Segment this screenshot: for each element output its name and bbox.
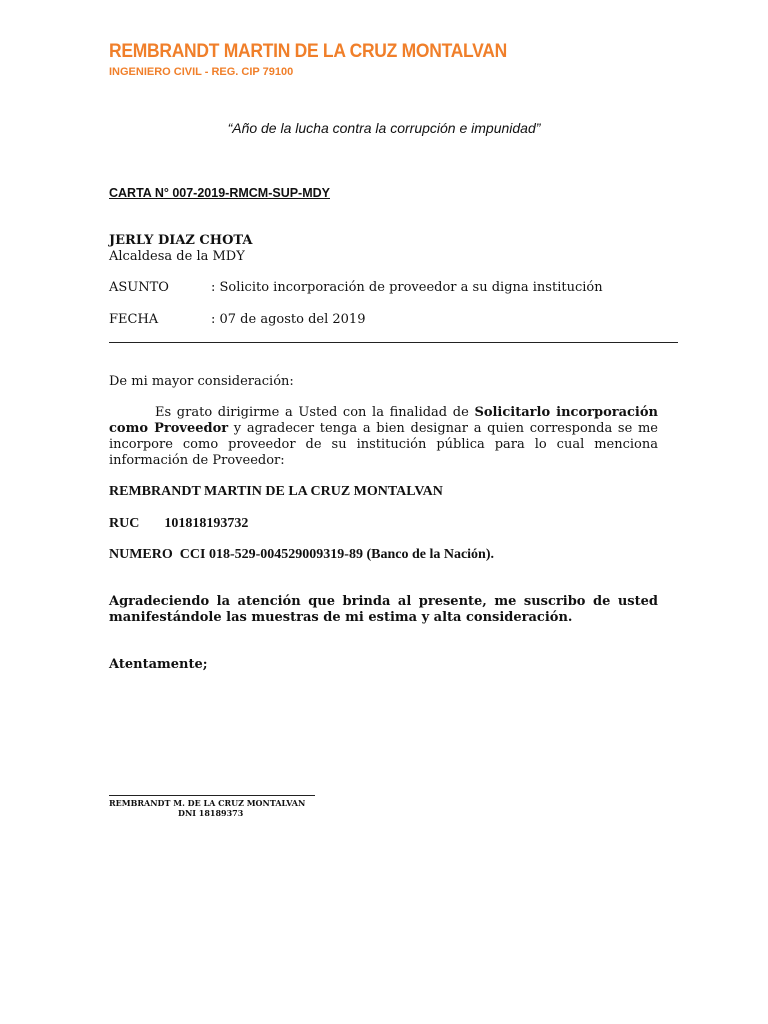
cci-value: 018-529-004529009319-89 (Banco de la Nación). <box>208 547 494 562</box>
greeting: De mi mayor consideración: <box>109 374 294 389</box>
letterhead-name: REMBRANDT MARTIN DE LA CRUZ MONTALVAN <box>109 41 507 62</box>
signature-dni: DNI 18189373 <box>178 808 244 818</box>
recipient-name: JERLY DIAZ CHOTA <box>109 233 253 248</box>
signature-line <box>109 795 315 796</box>
letterhead-subtitle: INGENIERO CIVIL - REG. CIP 79100 <box>109 66 294 78</box>
subject-value: : Solicito incorporación de proveedor a su digna institución <box>211 280 603 295</box>
cci-line <box>109 547 494 563</box>
body-bold-phrase: Solicitarlo incorporación como Proveedor <box>109 405 658 436</box>
header-divider <box>109 342 678 343</box>
subject-label: ASUNTO <box>109 280 169 295</box>
provider-name: REMBRANDT MARTIN DE LA CRUZ MONTALVAN <box>109 484 443 499</box>
ruc-label: RUC <box>109 516 140 531</box>
cci-label: NUMERO CCI <box>109 547 206 562</box>
date-label: FECHA <box>109 312 159 327</box>
date-value: : 07 de agosto del 2019 <box>211 312 366 327</box>
body-intro: Es grato dirigirme a Usted con la finalidad de <box>155 405 475 420</box>
sign-off: Atentamente; <box>109 657 208 672</box>
signature-name: REMBRANDT M. DE LA CRUZ MONTALVAN <box>109 798 306 808</box>
letter-reference: CARTA N° 007-2019-RMCM-SUP-MDY <box>109 186 330 200</box>
recipient-title: Alcaldesa de la MDY <box>109 249 245 264</box>
body-paragraph <box>109 405 658 469</box>
year-motto: “Año de la lucha contra la corrupción e impunidad” <box>227 120 541 136</box>
ruc-value: 101818193732 <box>164 516 249 531</box>
body-rest: y agradecer tenga a bien designar a quien corresponda se me incorpore como proveedor de su institución pública para lo cual menciona información de Proveedor: <box>109 421 659 468</box>
closing-paragraph: Agradeciendo la atención que brinda al presente, me suscribo de usted manifestándole las muestras de mi estima y alta consideración. <box>109 594 658 625</box>
ruc-line <box>109 516 248 532</box>
